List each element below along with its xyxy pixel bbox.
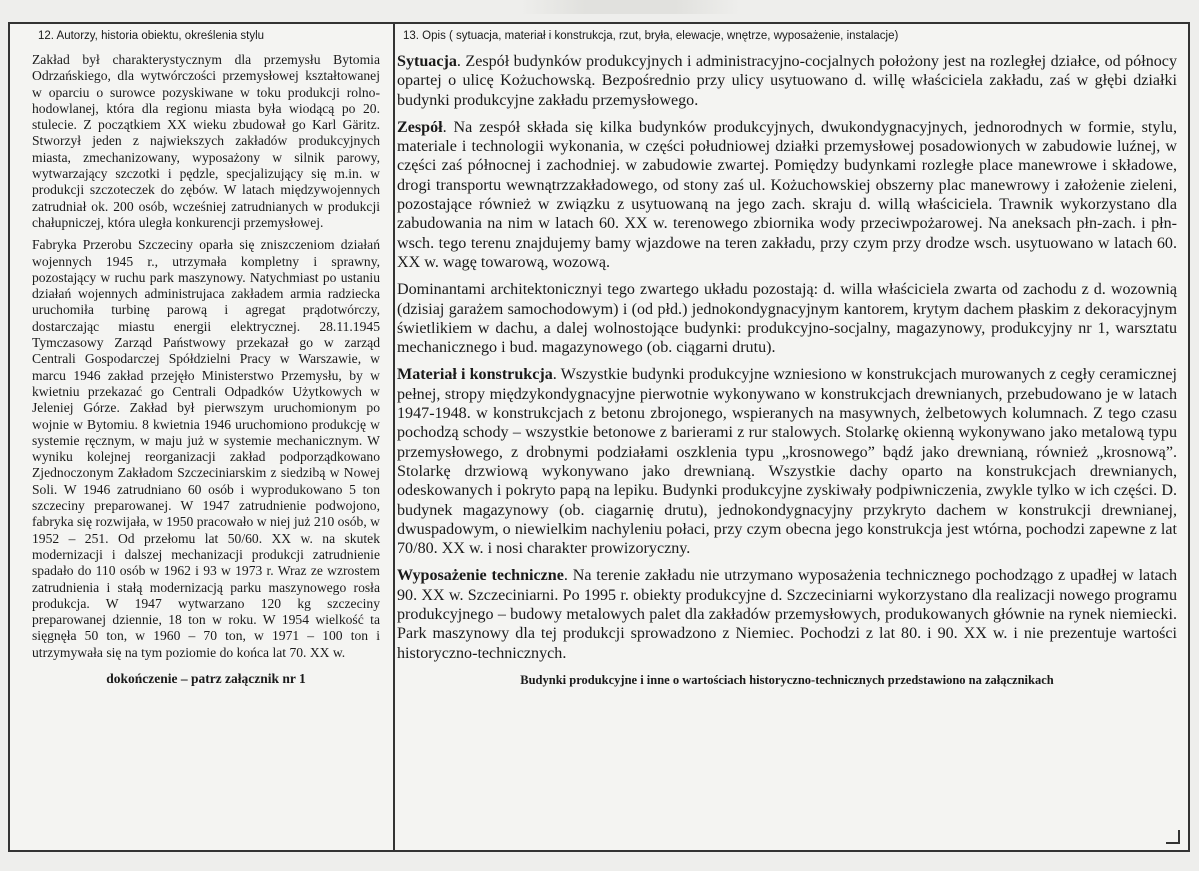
column-divider bbox=[393, 24, 395, 850]
section-lead: Materiał i konstrukcja bbox=[397, 366, 553, 384]
history-paragraph: Fabryka Przerobu Szczeciny oparła się zniszczeniom działań wojennych 1945 r., utrzymała kompletny i sprawny, pozostający w ruchu park maszynowy. Natychmiast po ustaniu działań wojennych administrujaca zakładem armia radziecka uruchomiła turbinę parową i agregat prądotwórczy, dostarczając miastu energii elektrycznej. 28.11.1945 Tymczasowy Zarząd Państwowy przekazał go w zarząd Centrali Gospodarczej Spółdzielni Pracy w Warszawie, w marcu 1946 zakład przejęło Ministerstwo Przemysłu, by w kwietniu przekazać go Centrali Odpadków Użytkowych w Jeleniej Górze. Zakład był pierwszym uruchomionym po wojnie w Bytomiu. 8 kwietnia 1946 uruchomiono produkcję w systemie ręcznym, w maju już w systemie mechanicznym. W wyniku kolejnej reorganizacji zakład podporządkowano Zjednoczonym Zakładom Szczeciniarskim z siedzibą w Nowej Soli. W 1946 zatrudniano 60 osób i wyprodukowano 5 ton szczeciny preparowanej. W 1947 zatrudnienie podwojono, fabryka się rozwijała, w 1950 pracowało w niej już 210 osób, w 1952 – 251. Od przełomu lat 50/60. XX w. na skutek modernizacji i dalszej mechanizacji produkcji zatrudnienie spadało do 110 osób w 1962 i 93 w 1973 r. Wraz ze wzrostem zatrudnienia i stałą modernizacją parku maszynowego rosła produkcja. W 1947 wytwarzano 120 kg szczeciny preparowanej dziennie, 18 ton w roku. W 1954 wielkość ta sięgnęła 50 ton, w 1960 – 70 ton, w 1971 – 100 ton i utrzymywała się na tym poziomie do końca lat 70. XX w. bbox=[32, 237, 380, 660]
section-text: Dominantami architektonicznyi tego zwartego układu pozostają: d. willa właściciela zwarta od zachodu z d. wozownią (dzisiaj garażem samochodowym) i (od płd.) jednokondygnacyjnym kantorem, krytym dachem płaskim z dekoracyjnym świetlikiem w dachu, a dalej wolnostojące budynki: produkcyjno-socjalny, magazynowy, produkcyjny nr 1, warsztatu mechanicznego i bud. magazynowego (ob. ciągarni drutu). bbox=[397, 281, 1177, 357]
history-continuation-note: dokończenie – patrz załącznik nr 1 bbox=[106, 670, 306, 686]
corner-crop-mark bbox=[1166, 830, 1180, 844]
scan-smudge bbox=[520, 0, 740, 14]
section-dominants bbox=[397, 280, 1177, 357]
document-sheet bbox=[8, 22, 1190, 852]
section-equipment bbox=[397, 566, 1177, 662]
history-paragraph: Zakład był charakterystycznym dla przemysłu Bytomia Odrzańskiego, dla wytwórczości przemysłowej kształtowanej w oparciu o surowce pozyskiwane w toku produkcji rolno-hodowlanej, która dla regionu miasta była wiodącą po 20. stulecie. Z początkiem XX wieku zbudował go Karl Gäritz. Stworzył jeden z najwiekszych zakładów produkcyjnych miasta, zmechanizowany, wyposażony w silnik parowy, wytwarzający szczotki i pędzle, specjalizujący się m.in. w produkcji szczoteczek do zębów. W latach międzywojennych zatrudniał ok. 200 osób, wcześniej zatrudnianych w produkcji chałupniczej, która uległa konkurencji przemysłowej. bbox=[32, 52, 380, 230]
section-lead: Sytuacja bbox=[397, 53, 457, 70]
section-situation bbox=[397, 52, 1177, 110]
description-column bbox=[397, 30, 1177, 688]
section-text: . Zespół budynków produkcyjnych i administracyjno-cocjalnych położony jest na rozległej działce, od północy opartej o ulicę Kożuchowską. Bezpośrednio przy ulicy usytuowano d. willę właściciela zakładu, zaś w głębi działki budynki produkcyjne zakładu przemysłowego. bbox=[397, 53, 1177, 109]
section-complex bbox=[397, 118, 1177, 272]
section-material bbox=[397, 365, 1177, 558]
history-column bbox=[32, 30, 380, 687]
description-header: 13. Opis ( sytuacja, materiał i konstrukcja, rzut, bryła, elewacje, wnętrze, wyposażenie, instalacje) bbox=[403, 30, 899, 42]
section-lead: Wyposażenie techniczne bbox=[397, 567, 564, 585]
section-text: . Na zespół składa się kilka budynków produkcyjnych, dwukondygnacyjnych, jednorodnych w formie, stylu, materiale i technologii wykonania, w części południowej działki przemysłowej posadowionych w zabudowie luźnej, w części zaś północnej i zachodniej. w zabudowie zwartej. Pomiędzy budynkami rozległe place manewrowe i składowe, drogi transportu wewnątrzzakładowego, od stony zaś ul. Kożuchowskiej obszerny plac manewrowy i założenie zieleni, pozostające również w związku z usytuowaną na jego zach. skraju d. willą właściciela. Trawnik wykorzystano dla zabudowania na nim w latach 60. XX w. terenowego zbiornika wody przeciwpożarowej. Na aneksach płn-zach. i płn-wsch. tego terenu znajdujemy bamy wjazdowe na teren zakładu, przy czym przy drodze wsch. usytuowano w latach 60. XX w. wagę towarową, wozową. bbox=[397, 118, 1177, 271]
section-lead: Zespół bbox=[397, 118, 443, 136]
section-text: . Wszystkie budynki produkcyjne wzniesiono w konstrukcjach murowanych z cegły ceramicznej pełnej, stropy międzykondygnacyjne pierwotnie wykonywano w konstrukcjach drewnianych, przebudowano je w latach 1947-1948. w konstrukcjach z betonu zbrojonego, wspieranych na masywnych, żelbetowych kolumnach. Z tego czasu pochodzą schody – wszystkie betonowe z barierami z rur stalowych. Stolarkę okienną wykonywano jako metalową typu przemysłowego, z drobnymi podziałami oszklenia typu „krosnowego” bądź jako drewnianą, również „krosnową”. Stolarkę drzwiową wykonywano jako drewnianą. Wszystkie dachy oparto na konstrukcjach drewnianych, odeskowanych i pokryto papą na lepiku. Budynki produkcyjne zyskiwały podpiwniczenia, zwykle tylko w ich części. D. budynek magazynowy (ob. ciagarnię drutu), jednokondygnacyjny przykryto dachem w konstrukcji drewnianej, dwuspadowym, o niewielkim nachyleniu połaci, przy czym obecna jego konstrukcja jest wtórna, pochodzi zapewne z lat 70/80. XX w. i nosi charakter prowizoryczny. bbox=[397, 366, 1177, 558]
history-header: 12. Autorzy, historia obiektu, określenia stylu bbox=[38, 30, 265, 42]
section-text: . Na terenie zakładu nie utrzymano wyposażenia technicznego pochodzągo z upadłej w latach 90. XX w. Szczeciniarni. Po 1995 r. obiekty produkcyjne d. Szczeciniarni wykorzystano dla realizacji nowego programu produkcyjnego – budowy metalowych palet dla zakładów przemysłowych, produkowanych głównie na rynek niemiecki. Park maszynowy dla tej produkcji sprowadzono z Niemiec. Pochodzi z lat 80. i 90. XX w. i nie prezentuje wartości historyczno-technicznych. bbox=[397, 567, 1177, 662]
attachments-note: Budynki produkcyjne i inne o wartościach historyczno-technicznych przedstawiono na załącznikach bbox=[520, 672, 1054, 687]
